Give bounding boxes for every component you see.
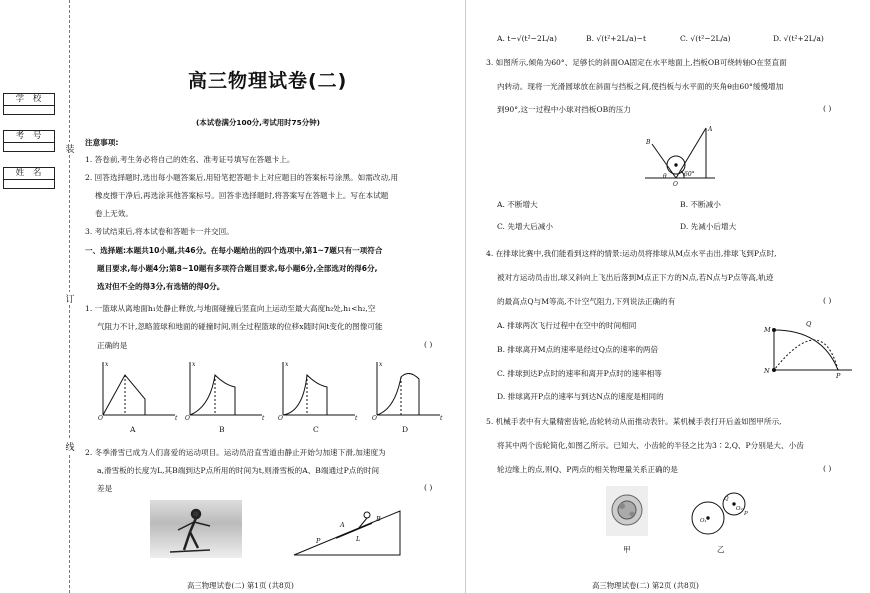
binding-mark-ding: 订 [63,292,77,305]
exam-number-field[interactable] [3,130,55,152]
q4-option[interactable]: C. 排球到达P点时的速率和离开P点时的速率相等 [497,369,662,378]
q3-text: 到90°,这一过程中小球对挡板OB的压力 [497,105,631,114]
section-heading: 选对但不全的得3分,有选错的得0分。 [97,282,225,291]
q1-text: 正确的是 [97,341,128,350]
section-heading: 题目要求,每小题4分;第8~10题有多项符合题目要求,每小题6分,全部选对的得6分, [97,264,378,273]
q1-option-label[interactable]: B [219,425,225,434]
svg-text:O: O [673,181,678,188]
q2-text: 2. 冬季滑雪已成为人们喜爱的运动项目。运动员沿直雪道由静止开始匀加速下滑,加速度为 [85,448,386,457]
q1-text: 1. 一篮球从离地面h₁处静止释放,与地面碰撞后竖直向上运动至最大高度h₂处,h₁<h₂,空 [85,304,376,313]
binding-mark-zhuang: 装 [63,142,77,155]
svg-text:A: A [708,126,713,133]
q3-text: 3. 如图所示,倾角为60°、足够长的斜面OA固定在水平地面上,挡板OB可绕转轴O在竖直面 [486,58,787,67]
footer-page1: 高三物理试卷(二) 第1页 (共8页) [187,581,294,590]
q2-text: 差是 [97,484,113,493]
svg-text:P: P [836,372,841,380]
note-line: 2. 回答选择题时,选出每小题答案后,用铅笔把答题卡上对应题目的答案标号涂黑。如需改动,用 [85,173,399,182]
q3-option[interactable]: A. 不断增大 [497,200,538,209]
q2-text: a,滑雪板的长度为L,其B端到达P点所用的时间为t,则滑雪板的A、B端通过P点的时间 [97,466,380,475]
q1-option-label[interactable]: A [130,425,136,434]
svg-text:t: t [440,415,443,422]
svg-text:t: t [355,415,358,422]
graph-b [190,362,262,415]
note-line: 卷上无效。 [95,209,133,218]
q1-answer-paren[interactable]: ( ) [424,340,433,349]
footer-page2: 高三物理试卷(二) 第2页 (共8页) [592,581,699,590]
name-label: 姓 名 [15,168,45,178]
page-title: 高三物理试卷(二) [188,70,348,92]
svg-text:x: x [379,361,383,368]
watch-figure [606,486,648,536]
graph-a [103,362,175,415]
svg-text:O: O [185,415,190,422]
svg-text:O₂: O₂ [736,506,743,512]
q4-option[interactable]: B. 排球离开M点的速率是经过Q点的速率的两倍 [497,345,659,354]
note-line: 1. 答卷前,考生务必将自己的姓名、准考证号填写在答题卡上。 [85,155,295,164]
q4-trajectory-diagram [762,318,856,380]
graph-d [377,362,440,415]
notes-title: 注意事项: [85,138,119,147]
svg-text:P: P [744,511,748,517]
q3-text: 内转动。现将一光滑圆球放在斜面与挡板之间,使挡板与水平面的夹角θ由60°缓慢增加 [497,82,784,91]
q3-answer-paren[interactable]: ( ) [823,104,832,113]
q1-option-label[interactable]: D [402,425,409,434]
q4-text: 4. 在排球比赛中,我们能看到这样的情景:运动员将排球从M点水平击出,排球飞到P点时, [486,249,777,258]
note-line: 3. 考试结束后,将本试卷和答题卡一并交回。 [85,227,234,236]
q2-option[interactable]: C. √(t²−2L/a) [680,34,731,43]
q2-option[interactable]: A. t−√(t²−2L/a) [497,34,557,43]
svg-text:P: P [316,537,321,545]
q3-option[interactable]: D. 先减小后增大 [680,222,737,231]
svg-text:B: B [376,515,381,523]
svg-text:A: A [340,521,345,529]
section-heading: 一、选择题:本题共10小题,共46分。在每小题给出的四个选项中,第1~7题只有一项符合 [85,246,383,255]
svg-text:Q: Q [724,496,729,502]
svg-text:x: x [285,361,289,368]
svg-text:Q: Q [806,320,812,328]
q3-option[interactable]: B. 不断减小 [680,200,721,209]
exam-number-label: 考 号 [15,131,45,141]
q1-graphs [95,357,443,437]
skier-photo [150,500,242,558]
q4-option[interactable]: A. 排球两次飞行过程中在空中的时间相同 [497,321,637,330]
svg-text:x: x [192,361,196,368]
svg-text:B: B [646,139,651,146]
q5-answer-paren[interactable]: ( ) [823,464,832,473]
slope-diagram [292,505,404,557]
q4-answer-paren[interactable]: ( ) [823,296,832,305]
svg-text:N: N [764,367,770,375]
q5-text: 5. 机械手表中有大量精密齿轮,齿轮转动从而推动表针。某机械手表打开后盖如图甲所示, [486,417,782,426]
svg-text:O: O [98,415,103,422]
svg-text:x: x [105,361,109,368]
svg-text:t: t [175,415,178,422]
school-label: 学 校 [15,94,45,104]
svg-text:O₁: O₁ [700,518,707,524]
fig-label-jia: 甲 [623,545,631,554]
q1-option-label[interactable]: C [313,425,319,434]
svg-text:t: t [262,415,265,422]
q4-option[interactable]: D. 排球离开P点的速率与到达N点的速度是相同的 [497,392,664,401]
svg-text:O: O [372,415,377,422]
q3-option[interactable]: C. 先增大后减小 [497,222,553,231]
svg-text:60°: 60° [684,171,695,178]
q5-text: 轮边缘上的点,则Q、P两点的相关物理量关系正确的是 [497,465,678,474]
graph-c [283,362,355,415]
svg-text:M: M [764,326,771,334]
q3-incline-diagram [640,122,720,188]
binding-mark-xian: 线 [63,440,77,453]
q1-text: 气阻力不计,忽略篮球和地面的碰撞时间,则全过程篮球的位移x随时间t变化的图像可能 [97,322,383,331]
q5-text: 将其中两个齿轮简化,如图乙所示。已知大、小齿轮的半径之比为3∶2,Q、P分别是大、小齿 [497,441,804,450]
q4-text: 的最高点Q与M等高,不计空气阻力,下列说法正确的有 [497,297,676,306]
q2-answer-paren[interactable]: ( ) [424,483,433,492]
q2-option[interactable]: B. √(t²+2L/a)−t [586,34,647,43]
name-field[interactable] [3,167,55,189]
q4-text: 被对方运动员击出,球又斜向上飞出后落到M点正下方的N点,若N点与P点等高,轨迹 [497,273,774,282]
svg-text:L: L [356,535,361,543]
svg-text:θ: θ [663,173,667,180]
school-field[interactable] [3,93,55,115]
fig-label-yi: 乙 [717,545,725,554]
note-line: 橡皮擦干净后,再选涂其他答案标号。回答非选择题时,将答案写在答题卡上。写在本试题 [95,191,389,200]
page-divider [465,0,466,593]
q2-option[interactable]: D. √(t²+2L/a) [773,34,824,43]
svg-text:O: O [278,415,283,422]
gears-diagram [686,488,756,540]
subtitle: (本试卷满分100分,考试用时75分钟) [196,118,320,127]
